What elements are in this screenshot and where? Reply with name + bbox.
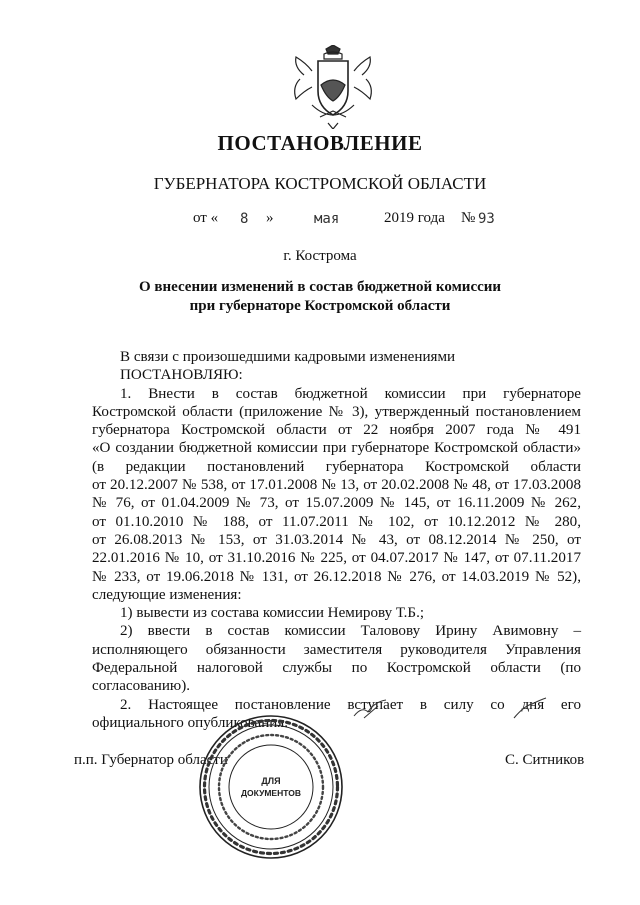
- title-line: при губернаторе Костромской области: [189, 298, 451, 314]
- body-line: 2. Настоящее постановление вступает в силу со дня его: [120, 696, 581, 713]
- stamp-text: ДЛЯ: [261, 776, 281, 786]
- body-line: от 26.08.2013 № 153, от 31.03.2014 № 43, от 08.12.2014 № 250, от: [92, 531, 581, 548]
- document-title: [0, 278, 640, 316]
- body-line: «О создании бюджетной комиссии при губернаторе Костромской области»: [92, 440, 581, 457]
- city: г. Кострома: [283, 248, 357, 264]
- body-line: 2) ввести в состав комиссии Таловову Ирину Авимовну –: [120, 623, 581, 640]
- coat-of-arms-icon: [290, 45, 376, 129]
- body-line: 1. Внести в состав бюджетной комиссии при губернаторе: [120, 385, 581, 402]
- stamp-text: ДОКУМЕНТОВ: [241, 788, 301, 798]
- body-line: от 20.12.2007 № 538, от 17.01.2008 № 13, от 20.02.2008 № 48, от 17.03.2008: [92, 477, 581, 494]
- body-line: Костромской области (приложение № 3), утвержденный постановлением: [92, 403, 581, 420]
- official-stamp: [197, 713, 345, 861]
- body-line: № 76, от 01.04.2009 № 73, от 15.07.2009 № 145, от 16.11.2009 № 262,: [92, 495, 581, 512]
- signer-title: п.п. Губернатор области: [74, 752, 228, 768]
- title-line: О внесении изменений в состав бюджетной комиссии: [138, 279, 502, 295]
- signer-name: С. Ситников: [505, 752, 585, 768]
- body-line: исполняющего обязанности заместителя руководителя Управления: [92, 641, 581, 658]
- date-year: 2019 года: [384, 210, 445, 226]
- date-day: 8: [240, 211, 249, 227]
- item-1: [92, 385, 581, 605]
- signature-mark: [512, 696, 548, 720]
- decree-word: ПОСТАНОВЛЯЮ:: [120, 367, 243, 384]
- sub-item-1: 1) вывести из состава комиссии Немирову Т.Б.;: [120, 605, 425, 622]
- body-line: губернатора Костромской области от 22 ноября 2007 года № 491: [92, 422, 581, 439]
- initials-mark: [352, 698, 388, 720]
- date-prefix: от «: [193, 210, 219, 226]
- document-number: 93: [478, 211, 495, 227]
- body-line: 22.01.2016 № 10, от 31.10.2016 № 225, от 04.07.2017 № 147, от 07.11.2017: [92, 550, 581, 567]
- number-sign: №: [461, 210, 476, 226]
- document-body: [92, 348, 581, 732]
- body-line: следующие изменения:: [92, 586, 242, 603]
- body-line: согласованию).: [92, 678, 191, 695]
- body-line: официального опубликования.: [92, 714, 289, 731]
- body-line: Федеральной налоговой службы по Костромской области (по: [92, 660, 581, 677]
- sub-item-2: [92, 622, 581, 695]
- body-line: (в редакции постановлений губернатора Костромской области: [92, 458, 581, 475]
- body-line: от 01.10.2010 № 188, от 11.07.2011 № 102, от 10.12.2012 № 280,: [92, 513, 581, 530]
- document-type: ПОСТАНОВЛЕНИЕ: [217, 131, 423, 155]
- intro-line: В связи с произошедшими кадровыми изменениями: [120, 349, 456, 365]
- date-month: мая: [314, 211, 340, 227]
- date-close: »: [266, 210, 274, 226]
- body-line: № 233, от 19.06.2018 № 131, от 26.12.2018 № 276, от 14.03.2019 № 52),: [92, 568, 581, 585]
- issuer: ГУБЕРНАТОРА КОСТРОМСКОЙ ОБЛАСТИ: [153, 174, 487, 193]
